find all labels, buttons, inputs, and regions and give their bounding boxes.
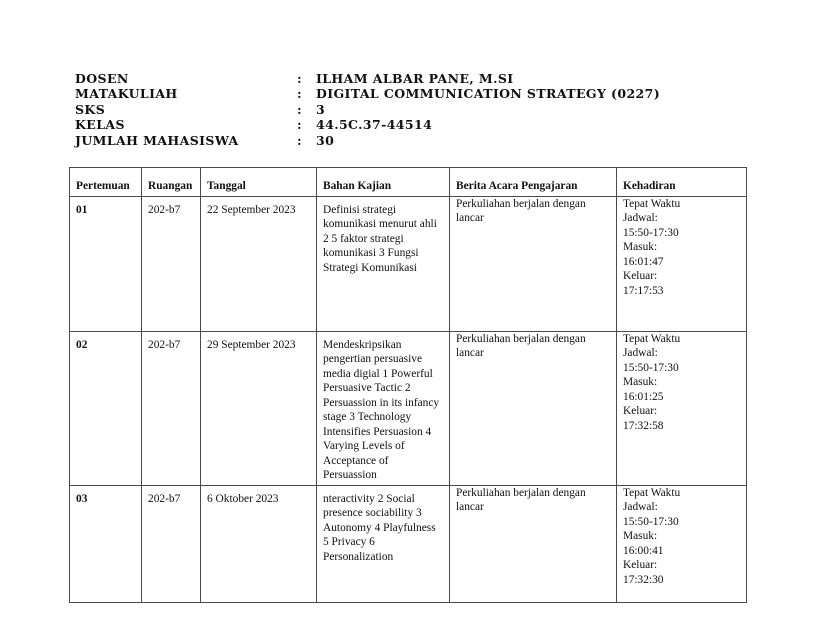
header-separator: :	[297, 71, 303, 86]
attendance-checkout-label: Keluar:	[623, 270, 658, 282]
table-header-row	[70, 168, 747, 197]
header-row-sks	[75, 102, 755, 118]
attendance-status: Tepat Waktu	[623, 197, 681, 210]
cell-kehadiran	[617, 331, 747, 485]
table-row	[70, 196, 747, 331]
header-row-matakuliah	[75, 86, 755, 102]
teaching-log-table	[69, 167, 747, 603]
column-header-bahan-kajian: Bahan Kajian	[317, 168, 450, 197]
cell-tanggal: 6 Oktober 2023	[201, 485, 317, 602]
attendance-schedule: 15:50-17:30	[623, 361, 679, 374]
header-value-jumlah-mahasiswa: 30	[316, 132, 335, 148]
header-row-jumlah-mahasiswa	[75, 133, 755, 149]
header-value-dosen: ILHAM ALBAR PANE, M.SI	[316, 71, 514, 86]
attendance-schedule: 15:50-17:30	[623, 226, 679, 239]
cell-kehadiran	[617, 196, 747, 331]
header-row-kelas	[75, 117, 755, 133]
header-value-kelas: 44.5C.37-44514	[316, 117, 433, 132]
header-label: KELAS	[75, 117, 125, 132]
table-row	[70, 485, 747, 602]
attendance-checkout: 17:32:30	[623, 573, 664, 586]
attendance-checkout-label: Keluar:	[623, 405, 658, 417]
attendance-schedule: 15:50-17:30	[623, 515, 679, 528]
header-label: MATAKULIAH	[75, 86, 178, 101]
header-row-dosen	[75, 72, 755, 86]
cell-bahan-kajian: nteractivity 2 Social presence sociability 3 Autonomy 4 Playfulness 5 Privacy 6 Personalization	[317, 485, 450, 602]
cell-tanggal: 22 September 2023	[201, 196, 317, 331]
cell-kehadiran	[617, 485, 747, 602]
cell-ruangan: 202-b7	[142, 485, 201, 602]
header-separator: :	[297, 86, 303, 101]
column-header-ruangan: Ruangan	[142, 168, 201, 197]
header-separator: :	[297, 117, 303, 132]
cell-tanggal: 29 September 2023	[201, 331, 317, 485]
course-header	[75, 72, 755, 148]
cell-bahan-kajian: Definisi strategi komunikasi menurut ahli 2 5 faktor strategi komunikasi 3 Fungsi Strategi Komunikasi	[317, 196, 450, 331]
attendance-schedule-label: Jadwal:	[623, 212, 658, 224]
attendance-checkin-label: Masuk:	[623, 376, 658, 388]
column-header-kehadiran: Kehadiran	[617, 168, 747, 197]
attendance-schedule-label: Jadwal:	[623, 347, 658, 359]
column-header-tanggal: Tanggal	[201, 168, 317, 197]
header-label: JUMLAH MAHASISWA	[75, 132, 239, 148]
cell-berita-acara: Perkuliahan berjalan dengan lancar	[450, 331, 617, 485]
cell-ruangan: 202-b7	[142, 196, 201, 331]
header-label: DOSEN	[75, 71, 129, 86]
attendance-checkin: 16:00:41	[623, 544, 664, 557]
column-header-berita-acara: Berita Acara Pengajaran	[450, 168, 617, 197]
attendance-checkout-label: Keluar:	[623, 559, 658, 571]
cell-bahan-kajian: Mendeskripsikan pengertian persuasive media digial 1 Powerful Persuasive Tactic 2 Persuassion in its infancy stage 3 Technology Intensifies Persuasion 4 Varying Levels of Acceptance of Persuassion	[317, 331, 450, 485]
attendance-status: Tepat Waktu	[623, 486, 681, 499]
attendance-checkin-label: Masuk:	[623, 241, 658, 253]
cell-pertemuan: 03	[70, 485, 142, 602]
table-row	[70, 331, 747, 485]
attendance-checkin-label: Masuk:	[623, 530, 658, 542]
cell-berita-acara: Perkuliahan berjalan dengan lancar	[450, 196, 617, 331]
header-label: SKS	[75, 101, 106, 117]
header-value-matakuliah: DIGITAL COMMUNICATION STRATEGY (0227)	[316, 86, 661, 101]
cell-pertemuan: 02	[70, 331, 142, 485]
cell-berita-acara: Perkuliahan berjalan dengan lancar	[450, 485, 617, 602]
attendance-checkout: 17:32:58	[623, 419, 664, 432]
header-value-sks: 3	[316, 101, 326, 117]
column-header-pertemuan: Pertemuan	[70, 168, 142, 197]
attendance-checkin: 16:01:47	[623, 255, 664, 268]
cell-pertemuan: 01	[70, 196, 142, 331]
attendance-checkout: 17:17:53	[623, 284, 664, 297]
attendance-status: Tepat Waktu	[623, 332, 681, 345]
cell-ruangan: 202-b7	[142, 331, 201, 485]
attendance-checkin: 16:01:25	[623, 390, 664, 403]
header-separator: :	[297, 101, 303, 117]
attendance-schedule-label: Jadwal:	[623, 501, 658, 513]
header-separator: :	[297, 132, 303, 148]
